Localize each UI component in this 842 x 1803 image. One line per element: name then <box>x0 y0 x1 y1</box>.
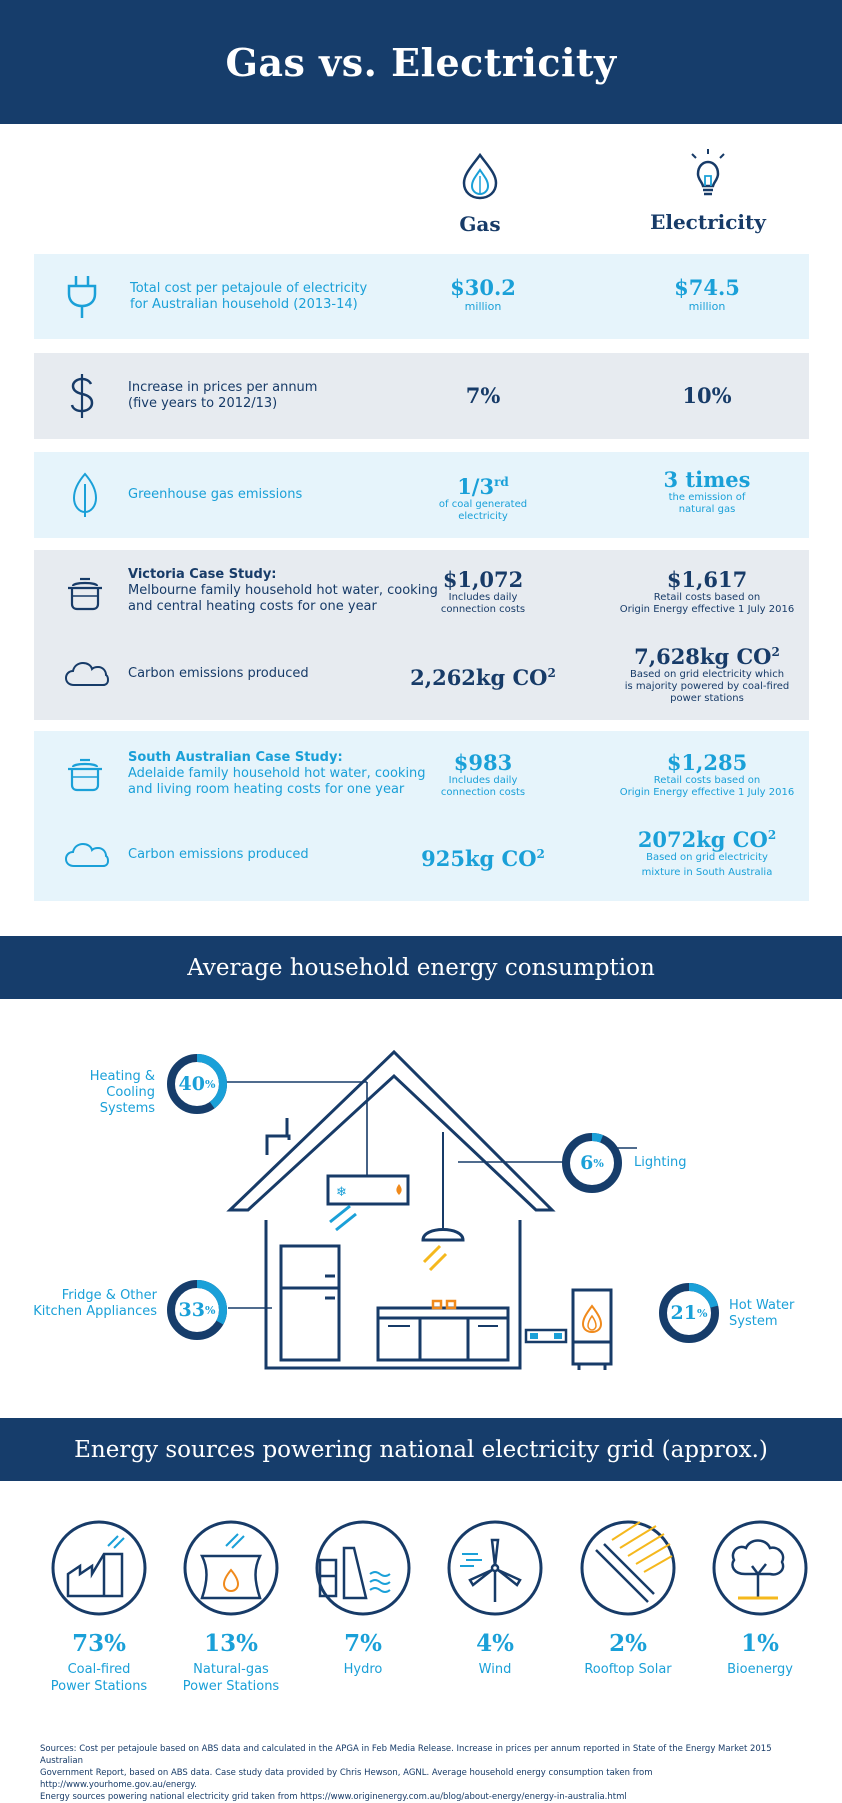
grid-source-percent: 4% <box>476 1630 514 1657</box>
electricity-cost-value: $74.5 million <box>674 275 740 313</box>
south-australia-electricity-carbon: 2072kg $CO^2$ Based on grid electricity mixture in South Australia <box>637 827 777 878</box>
ring-percent: 6 % <box>580 1152 604 1174</box>
grid-source-percent: 7% <box>344 1630 382 1657</box>
grid-source-item <box>430 1630 560 1678</box>
cooking-pot-icon <box>66 757 104 793</box>
grid-source-name-line2: Power Stations <box>182 1679 280 1694</box>
consumption-ring <box>165 1278 229 1342</box>
plug-icon <box>66 274 98 320</box>
victoria-gas-carbon: 2,262kg $CO^2$ <box>410 665 556 690</box>
energy-source-icons <box>0 1518 842 1618</box>
cooking-pot-icon <box>66 576 104 612</box>
gas-flame-icon <box>458 152 502 200</box>
gas-column-label: Gas <box>459 212 501 236</box>
cost-label: Total cost per petajoule of electricity for Australian household (2013-14) <box>130 281 368 312</box>
heating-cooling-label: Heating & Cooling Systems <box>89 1069 155 1116</box>
consumption-ring <box>165 1052 229 1116</box>
lighting-label: Lighting <box>634 1155 687 1170</box>
electricity-column-header <box>628 148 788 234</box>
grid-source-item <box>34 1630 164 1695</box>
gas-emissions-value: 1/3rd of coal generated electricity <box>438 474 528 522</box>
south-australia-description: South Australian Case Study: Adelaide family household hot water, cooking and living room heating costs for one year <box>128 750 426 797</box>
hydro-dam-icon <box>320 1548 366 1598</box>
grid-source-name: Hydro <box>343 1662 383 1677</box>
consumption-banner <box>0 936 842 999</box>
grid-source-percent: 73% <box>72 1630 126 1657</box>
hot-water-label: Hot Water System <box>729 1298 795 1329</box>
south-australia-gas-carbon: 925kg $CO^2$ <box>421 846 545 871</box>
grid-source-percent: 1% <box>741 1630 779 1657</box>
svg-text:❄: ❄ <box>336 1185 347 1200</box>
grid-source-name: Rooftop Solar <box>584 1662 672 1677</box>
victoria-carbon-label: Carbon emissions produced <box>128 666 309 681</box>
grid-source-item <box>695 1630 825 1678</box>
grid-source-name: Coal-fired <box>67 1662 131 1677</box>
cloud-icon <box>64 658 110 688</box>
grid-source-name: Wind <box>478 1662 512 1677</box>
wind-turbine-icon <box>470 1540 520 1602</box>
south-australia-case-study-row <box>34 731 809 901</box>
grid-source-name: Natural-gas <box>193 1662 269 1677</box>
grid-title: Energy sources powering national electricity grid (approx.) <box>74 1436 768 1463</box>
leaf-icon <box>72 472 98 518</box>
grid-source-name: Bioenergy <box>727 1662 793 1677</box>
gas-cost-value: $30.2 million <box>450 275 516 313</box>
south-australia-gas-cost: $983 Includes daily connection costs <box>440 750 526 798</box>
ring-percent: 33 % <box>178 1299 216 1321</box>
consumption-ring <box>657 1281 721 1345</box>
victoria-electricity-cost: $1,617 Retail costs based on Origin Energy effective 1 July 2016 <box>619 567 795 615</box>
ring-percent: 40 % <box>178 1073 216 1095</box>
gas-price-increase: 7% <box>465 383 501 408</box>
sources-footnote: Sources: Cost per petajoule based on ABS data and calculated in the APGA in Feb Media Release. Increase in prices per annum reported in State of the Energy Market 2015 Australian Government Report, based on ABS data. Case study data provided by Chris Hewson, AGNL. Average household energy consumption taken from http://www.yourhome.gov.au/energy. Energy sources powering national electricity grid taken from https://www.originenergy.com.au/blog/about-energy/energy-in-australia.html <box>40 1744 772 1802</box>
coal-factory-icon <box>68 1554 122 1596</box>
grid-source-item <box>563 1630 693 1678</box>
grid-source-name-line2: Power Stations <box>50 1679 148 1694</box>
grid-banner <box>0 1418 842 1481</box>
prices-row <box>34 353 809 439</box>
dollar-icon <box>68 372 96 420</box>
prices-label: Increase in prices per annum (five years to 2012/13) <box>128 380 318 411</box>
electricity-price-increase: 10% <box>682 383 732 408</box>
ring-percent: 21 % <box>670 1302 708 1324</box>
electricity-column-label: Electricity <box>650 210 766 234</box>
grid-source-percent: 2% <box>609 1630 647 1657</box>
victoria-description: Victoria Case Study: Melbourne family household hot water, cooking and central heating costs for one year <box>128 567 438 614</box>
cost-row <box>34 254 809 339</box>
fridge-kitchen-label: Fridge & Other Kitchen Appliances <box>33 1288 157 1319</box>
greenhouse-row <box>34 452 809 538</box>
page-title: Gas vs. Electricity <box>225 39 617 85</box>
victoria-case-study-row <box>34 550 809 720</box>
victoria-electricity-carbon: 7,628kg $CO^2$ Based on grid electricity which is majority powered by coal-fired power stations <box>624 644 790 704</box>
south-australia-carbon-label: Carbon emissions produced <box>128 847 309 862</box>
gas-column-header <box>400 152 560 236</box>
greenhouse-label: Greenhouse gas emissions <box>128 487 303 502</box>
consumption-title: Average household energy consumption <box>187 954 655 981</box>
tree-icon <box>732 1541 783 1599</box>
grid-source-percent: 13% <box>204 1630 258 1657</box>
header-banner <box>0 0 842 124</box>
cloud-icon <box>64 839 110 869</box>
grid-source-item <box>298 1630 428 1678</box>
lightbulb-icon <box>684 148 732 200</box>
house-illustration <box>0 1000 842 1410</box>
south-australia-electricity-cost: $1,285 Retail costs based on Origin Energy effective 1 July 2016 <box>619 750 795 798</box>
grid-source-item <box>166 1630 296 1695</box>
electricity-emissions-value: 3 times the emission of natural gas <box>663 467 751 515</box>
consumption-ring <box>560 1131 624 1195</box>
victoria-gas-cost: $1,072 Includes daily connection costs <box>440 567 526 615</box>
